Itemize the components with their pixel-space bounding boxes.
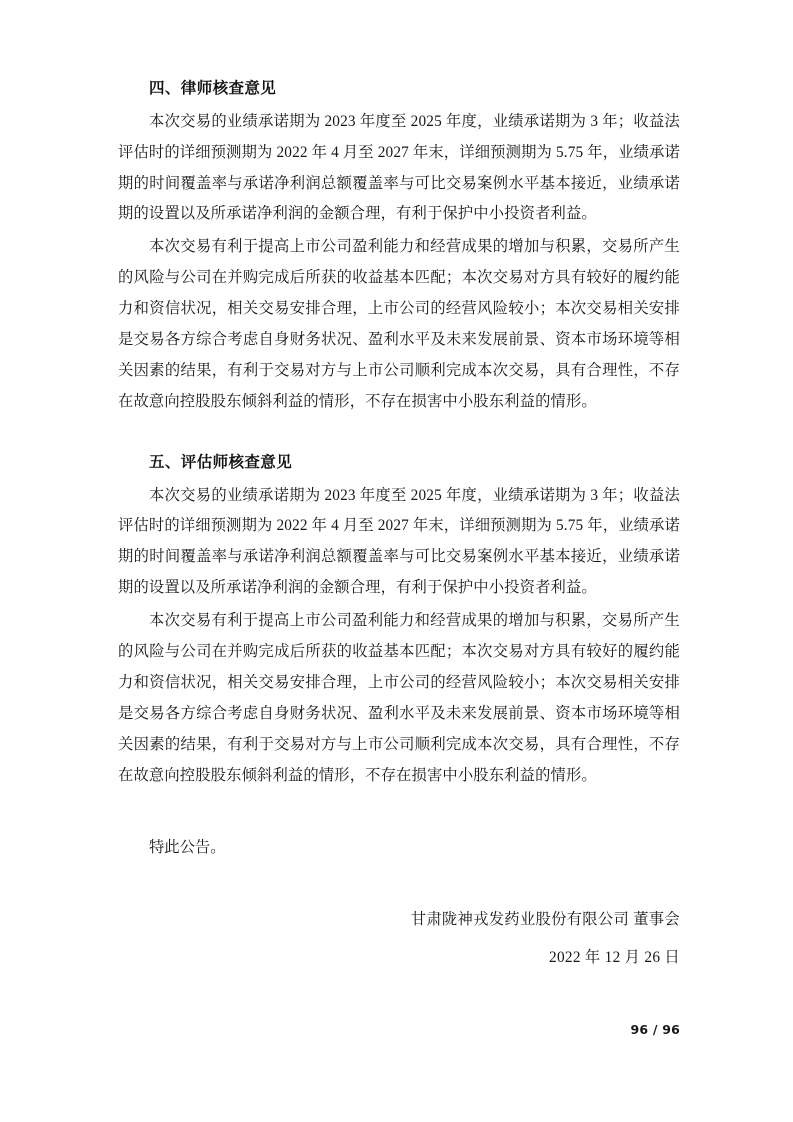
paragraph: 本次交易有利于提高上市公司盈利能力和经营成果的增加与积累，交易所产生的风险与公司在并购完成后所获的收益基本匹配；本次交易对方具有较好的履约能力和资信状况，相关交易安排合理，上市公司的经营风险较小；本次交易相关安排是交易各方综合考虑自身财务状况、盈利水平及未来发展前景、资本市场环境等相关因素的结果，有利于交易对方与上市公司顺利完成本次交易，具有合理性，不存在故意向控股股东倾斜利益的情形，不存在损害中小股东利益的情形。: [118, 612, 680, 784]
section-title-appraiser-opinion: 五、评估师核查意见: [149, 452, 293, 471]
section-appraiser-opinion: [118, 450, 680, 792]
signature-company: 甘肃陇神戎发药业股份有限公司 董事会: [410, 911, 680, 929]
paragraph: 本次交易的业绩承诺期为 2023 年度至 2025 年度，业绩承诺期为 3 年；收益法评估时的详细预测期为 2022 年 4 月至 2027 年末，详细预测期为 5.75 年，业绩承诺期的时间覆盖率与承诺净利润总额覆盖率与可比交易案例水平基本接近，业绩承诺期的设置以及所承诺净利润的金额合理，有利于保护中小投资者利益。: [118, 112, 680, 223]
signature-date: 2022 年 12 月 26 日: [549, 949, 680, 967]
page-number: 96 / 96: [630, 1022, 680, 1037]
document-body: [118, 76, 680, 975]
closing-statement: [118, 833, 680, 864]
section-lawyer-opinion: [118, 76, 680, 418]
signature-block: [118, 904, 680, 974]
paragraph: 本次交易的业绩承诺期为 2023 年度至 2025 年度，业绩承诺期为 3 年；收益法评估时的详细预测期为 2022 年 4 月至 2027 年末，详细预测期为 5.75 年，业绩承诺期的时间覆盖率与承诺净利润总额覆盖率与可比交易案例水平基本接近，业绩承诺期的设置以及所承诺净利润的金额合理，有利于保护中小投资者利益。: [118, 486, 680, 597]
section-title-lawyer-opinion: 四、律师核查意见: [149, 79, 277, 97]
paragraph: 本次交易有利于提高上市公司盈利能力和经营成果的增加与积累，交易所产生的风险与公司在并购完成后所获的收益基本匹配；本次交易对方具有较好的履约能力和资信状况，相关交易安排合理，上市公司的经营风险较小；本次交易相关安排是交易各方综合考虑自身财务状况、盈利水平及未来发展前景、资本市场环境等相关因素的结果，有利于交易对方与上市公司顺利完成本次交易，具有合理性，不存在故意向控股股东倾斜利益的情形，不存在损害中小股东利益的情形。: [118, 238, 680, 410]
closing-text: 特此公告。: [149, 839, 226, 857]
